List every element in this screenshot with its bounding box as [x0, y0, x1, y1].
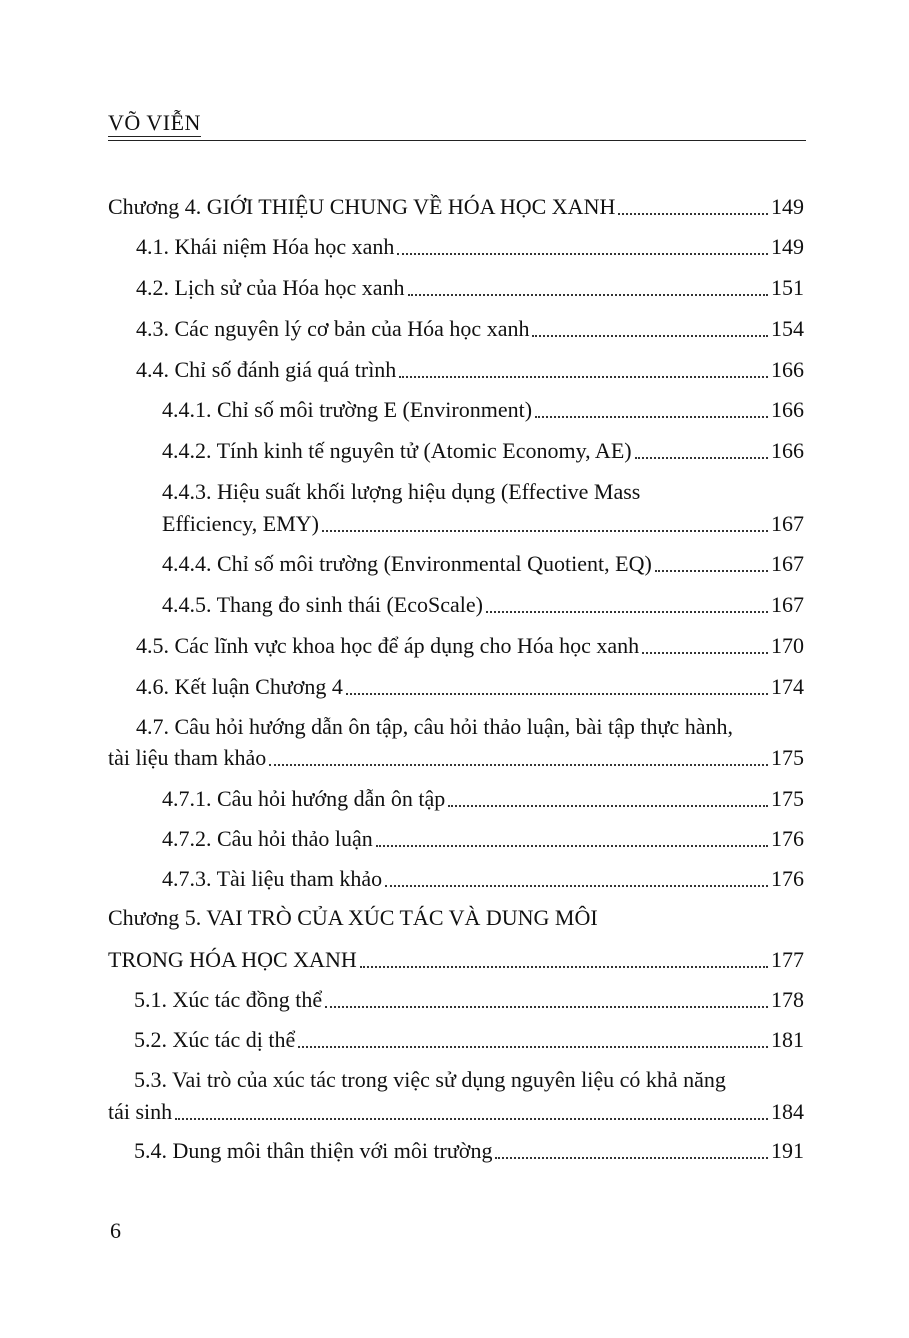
toc-entry-page: 181	[771, 1027, 804, 1052]
toc-entry-4-4-1[interactable]	[162, 396, 804, 424]
toc-entry-ch5-line1[interactable]: Chương 5. VAI TRÒ CỦA XÚC TÁC VÀ DUNG MÔI	[108, 905, 598, 930]
toc-entry-5-2[interactable]	[134, 1026, 804, 1054]
dot-leader	[360, 965, 768, 968]
dot-leader	[635, 456, 768, 459]
toc-entry-title: tái sinh	[108, 1099, 173, 1124]
toc-entry-page: 177	[771, 947, 804, 972]
toc-entry-5-4[interactable]	[134, 1137, 804, 1165]
running-header	[108, 110, 806, 141]
toc-entry-title: 4.4. Chỉ số đánh giá quá trình	[136, 357, 397, 382]
toc-entry-4-4-2[interactable]	[162, 437, 804, 465]
dot-leader	[322, 529, 768, 532]
toc-entry-title: 4.7.3. Tài liệu tham khảo	[162, 866, 383, 891]
toc-entry-5-3[interactable]	[108, 1098, 804, 1126]
toc-entry-page: 174	[771, 674, 804, 699]
dot-leader	[495, 1156, 768, 1159]
dot-leader	[346, 692, 768, 695]
toc-entry-4-4[interactable]	[136, 356, 804, 384]
toc-entry-page: 170	[771, 633, 804, 658]
dot-leader	[486, 610, 768, 613]
toc-entry-4-5[interactable]	[136, 632, 804, 660]
toc-entry-4-7-3[interactable]	[162, 865, 804, 893]
dot-leader	[376, 844, 768, 847]
header-author: VÕ VIỄN	[108, 110, 201, 135]
toc-entry-title: 4.4.4. Chỉ số môi trường (Environmental Quotient, EQ)	[162, 551, 652, 576]
toc-entry-4-6[interactable]	[136, 673, 804, 701]
toc-entry-page: 175	[771, 786, 804, 811]
toc-entry-page: 176	[771, 826, 804, 851]
dot-leader	[325, 1005, 768, 1008]
toc-entry-page: 166	[771, 397, 804, 422]
toc-entry-title: 5.4. Dung môi thân thiện với môi trường	[134, 1138, 493, 1163]
toc-entry-title: 4.6. Kết luận Chương 4	[136, 674, 343, 699]
dot-leader	[408, 293, 768, 296]
dot-leader	[397, 252, 768, 255]
toc-entry-title: 4.7.2. Câu hỏi thảo luận	[162, 826, 373, 851]
toc-entry-4-2[interactable]	[136, 274, 804, 302]
toc-entry-page: 149	[771, 234, 804, 259]
dot-leader	[385, 884, 768, 887]
toc-entry-5-1[interactable]	[134, 986, 804, 1014]
toc-entry-page: 176	[771, 866, 804, 891]
toc-entry-title: 4.1. Khái niệm Hóa học xanh	[136, 234, 395, 259]
toc-entry-ch4[interactable]	[108, 193, 804, 221]
toc-entry-page: 167	[771, 511, 804, 536]
toc-entry-4-1[interactable]	[136, 233, 804, 261]
toc-entry-4-7[interactable]	[108, 744, 804, 772]
dot-leader	[535, 415, 768, 418]
toc-entry-title: 5.2. Xúc tác dị thể	[134, 1027, 296, 1052]
toc-entry-page: 151	[771, 275, 804, 300]
dot-leader	[618, 212, 768, 215]
toc-entry-title: Efficiency, EMY)	[162, 511, 319, 536]
dot-leader	[642, 651, 768, 654]
toc-entry-page: 149	[771, 194, 804, 219]
dot-leader	[655, 569, 768, 572]
dot-leader	[399, 375, 768, 378]
toc-entry-page: 175	[771, 745, 804, 770]
toc-entry-ch5[interactable]	[108, 946, 804, 974]
toc-entry-page: 166	[771, 438, 804, 463]
toc-entry-title: 4.4.1. Chỉ số môi trường E (Environment)	[162, 397, 533, 422]
toc-entry-page: 154	[771, 316, 804, 341]
toc-entry-4-4-3-line1[interactable]: 4.4.3. Hiệu suất khối lượng hiệu dụng (Effective Mass	[162, 479, 641, 504]
toc-entry-title: TRONG HÓA HỌC XANH	[108, 947, 357, 972]
toc-entry-page: 167	[771, 551, 804, 576]
toc-entry-5-3-line1[interactable]: 5.3. Vai trò của xúc tác trong việc sử dụng nguyên liệu có khả năng	[134, 1067, 726, 1092]
toc-entry-4-4-3[interactable]	[162, 510, 804, 538]
toc-entry-title: Chương 4. GIỚI THIỆU CHUNG VỀ HÓA HỌC XANH	[108, 194, 616, 219]
toc-entry-title: 4.7.1. Câu hỏi hướng dẫn ôn tập	[162, 786, 446, 811]
dot-leader	[448, 804, 768, 807]
toc-entry-page: 191	[771, 1138, 804, 1163]
dot-leader	[532, 334, 768, 337]
toc-entry-title: 4.3. Các nguyên lý cơ bản của Hóa học xanh	[136, 316, 530, 341]
toc-entry-title: 5.1. Xúc tác đồng thể	[134, 987, 323, 1012]
dot-leader	[175, 1117, 768, 1120]
toc-entry-4-4-5[interactable]	[162, 591, 804, 619]
toc-entry-4-7-line1[interactable]: 4.7. Câu hỏi hướng dẫn ôn tập, câu hỏi thảo luận, bài tập thực hành,	[136, 714, 733, 739]
toc-entry-page: 184	[771, 1099, 804, 1124]
toc-entry-title: 4.4.2. Tính kinh tế nguyên tử (Atomic Economy, AE)	[162, 438, 632, 463]
toc-entry-4-4-4[interactable]	[162, 550, 804, 578]
toc-entry-4-3[interactable]	[136, 315, 804, 343]
dot-leader	[269, 763, 768, 766]
toc-entry-4-7-1[interactable]	[162, 785, 804, 813]
toc-entry-4-7-2[interactable]	[162, 825, 804, 853]
toc-entry-title: 4.4.5. Thang đo sinh thái (EcoScale)	[162, 592, 483, 617]
toc-entry-title: 4.5. Các lĩnh vực khoa học để áp dụng cho Hóa học xanh	[136, 633, 640, 658]
toc-entry-page: 178	[771, 987, 804, 1012]
toc-entry-page: 167	[771, 592, 804, 617]
toc-entry-title: tài liệu tham khảo	[108, 745, 267, 770]
page-number: 6	[110, 1218, 121, 1243]
toc-entry-page: 166	[771, 357, 804, 382]
toc-entry-title: 4.2. Lịch sử của Hóa học xanh	[136, 275, 405, 300]
dot-leader	[298, 1045, 768, 1048]
